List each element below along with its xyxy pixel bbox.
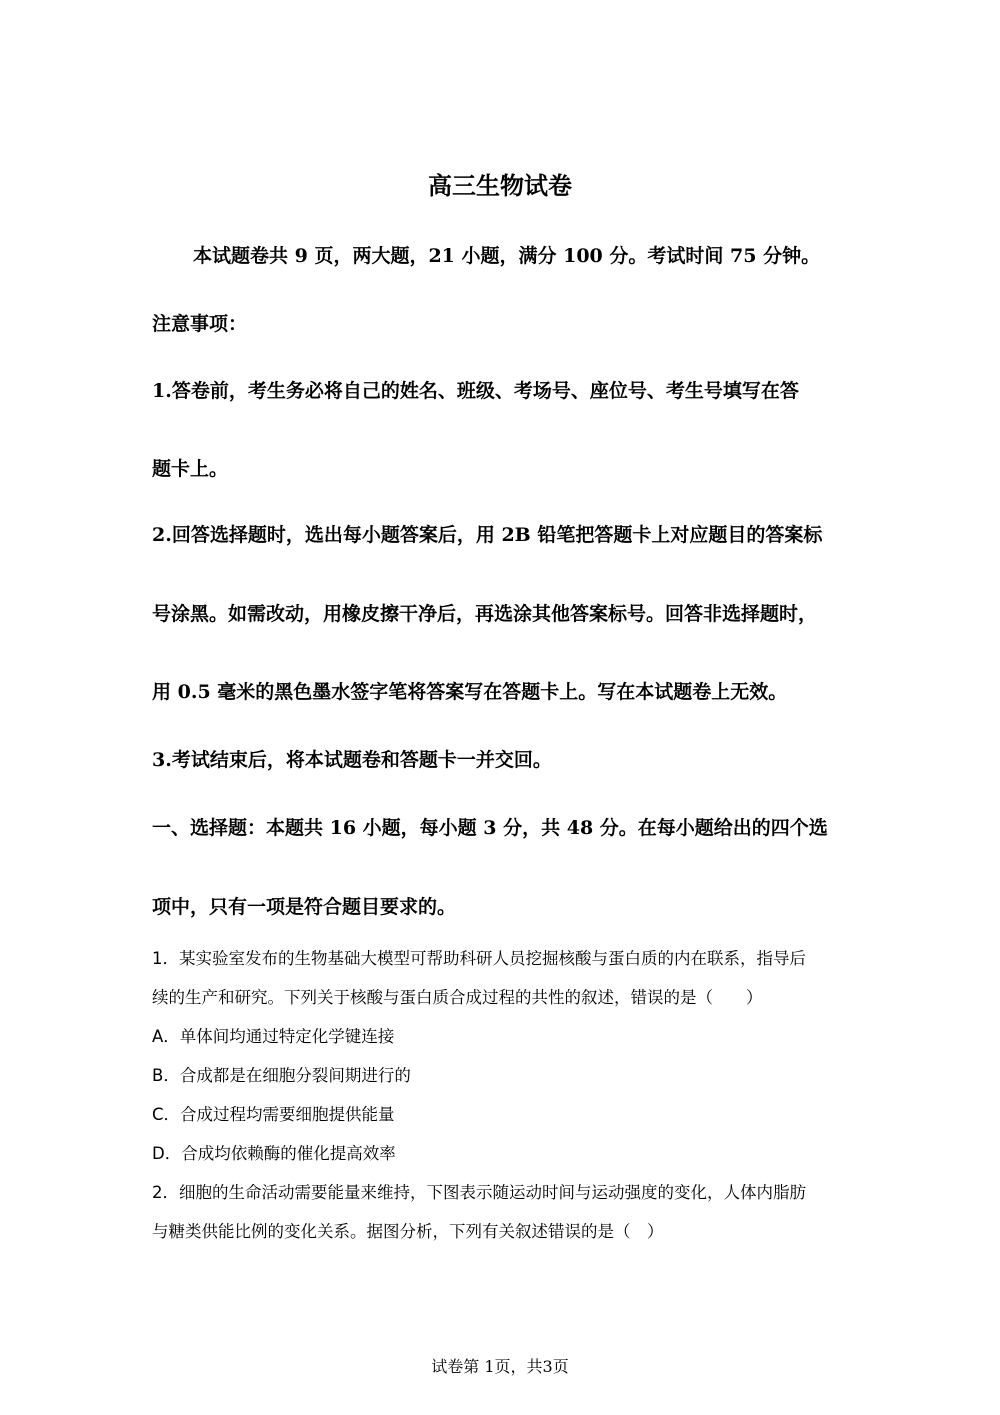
section-1-heading-line-1: 一、选择题：本题共 16 小题，每小题 3 分，共 48 分。在每小题给出的四个选 (152, 817, 828, 839)
notice-item-2-line-1: 2.回答选择题时，选出每小题答案后，用 2B 铅笔把答题卡上对应题目的答案标 (152, 524, 823, 546)
page-footer: 试卷第 1页，共3页 (431, 1357, 569, 1376)
exam-intro: 本试题卷共 9 页，两大题，21 小题，满分 100 分。考试时间 75 分钟。 (193, 245, 821, 267)
question-1-option-a: A．单体间均通过特定化学键连接 (152, 1027, 395, 1046)
question-1-stem-line-1: 1．某实验室发布的生物基础大模型可帮助科研人员挖掘核酸与蛋白质的内在联系，指导后 (152, 949, 806, 968)
section-1-heading-line-2: 项中，只有一项是符合题目要求的。 (152, 896, 457, 918)
page-title: 高三生物试卷 (428, 172, 572, 200)
notice-heading: 注意事项： (152, 313, 248, 335)
notice-item-3: 3.考试结束后，将本试题卷和答题卡一并交回。 (152, 749, 552, 771)
question-2-stem-line-1: 2．细胞的生命活动需要能量来维持，下图表示随运动时间与运动强度的变化，人体内脂肪 (152, 1183, 806, 1202)
notice-item-1-line-2: 题卡上。 (152, 458, 229, 480)
notice-item-2-line-3: 用 0.5 毫米的黑色墨水签字笔将答案写在答题卡上。写在本试题卷上无效。 (152, 681, 788, 703)
question-1-option-b: B．合成都是在细胞分裂间期进行的 (152, 1066, 411, 1085)
question-2-stem-line-2: 与糖类供能比例的变化关系。据图分析，下列有关叙述错误的是（ ） (152, 1222, 664, 1241)
question-1-stem-line-2: 续的生产和研究。下列关于核酸与蛋白质合成过程的共性的叙述，错误的是（ ） (152, 988, 763, 1007)
notice-item-1-line-1: 1.答卷前，考生务必将自己的姓名、班级、考场号、座位号、考生号填写在答 (152, 380, 799, 402)
question-1-option-c: C．合成过程均需要细胞提供能量 (152, 1105, 395, 1124)
notice-item-2-line-2: 号涂黑。如需改动，用橡皮擦干净后，再选涂其他答案标号。回答非选择题时， (152, 603, 818, 625)
question-1-option-d: D．合成均依赖酶的催化提高效率 (152, 1144, 396, 1163)
